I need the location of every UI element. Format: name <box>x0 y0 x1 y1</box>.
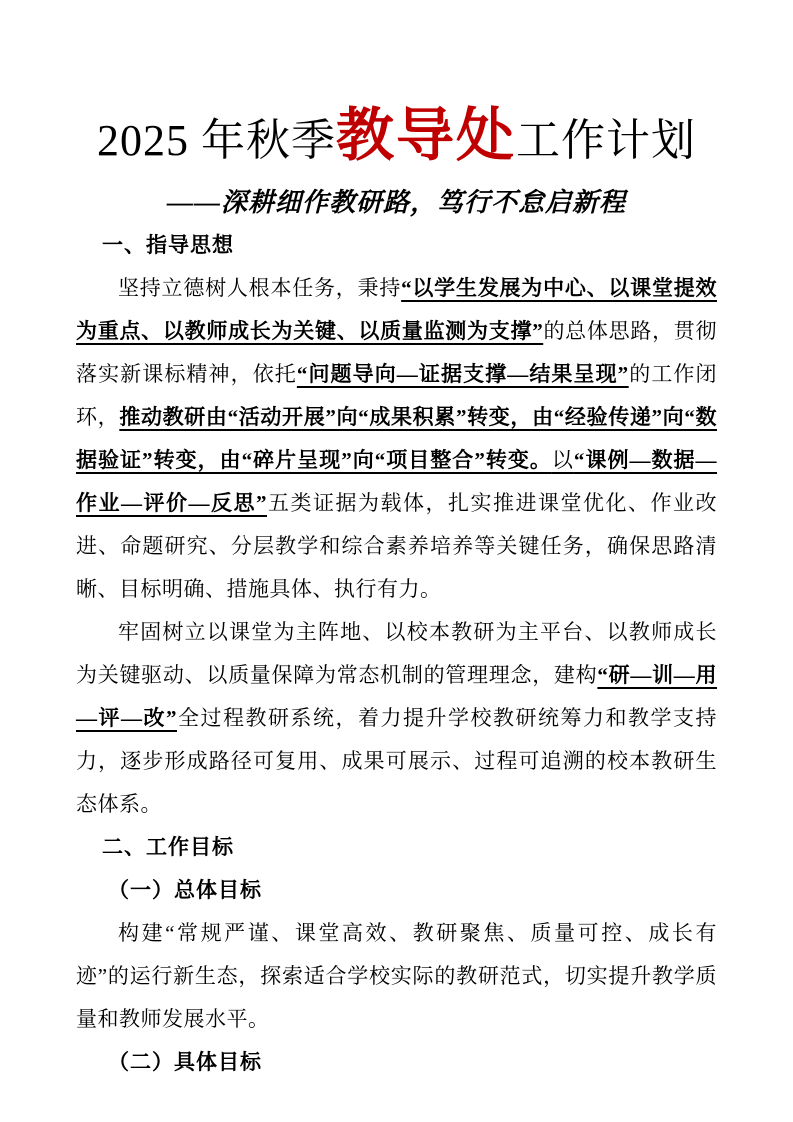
text-run: 牢固树立以课堂为主阵地、以校本教研为主平台、以教师成长为关键驱动、以质量保障为常态机制的管理理念，建构 <box>76 620 717 687</box>
body-paragraph <box>76 611 717 826</box>
text-run: 五类证据为载体，扎实推进课堂优化、作业改进、命题研究、分层教学和综合素养培养等关键任务，确保思路清晰、目标明确、措施具体、执行有力。 <box>76 491 717 601</box>
body-paragraph <box>76 912 717 1041</box>
subsection-heading: （一）总体目标 <box>108 879 262 902</box>
emphasized-text-run: “问题导向—证据支撑—结果呈现” <box>296 362 629 386</box>
title-highlight: 教导处 <box>335 103 516 168</box>
document-subtitle: ——深耕细作教研路，笃行不怠启新程 <box>166 188 626 217</box>
document-body <box>76 224 717 1084</box>
text-run: 坚持立德树人根本任务，秉持 <box>118 276 402 300</box>
emphasized-text-run: “以学生发展为中心、以课堂提效为重点、以教师成长为关键、以质量监测为支撑” <box>76 276 718 343</box>
subsection-heading: （二）具体目标 <box>108 1051 262 1074</box>
emphasized-text-run: 推动教研由“活动开展”向“成果积累”转变，由“经验传递”向“数据验证”转变，由“碎片呈现”向“项目整合”转变。 <box>76 405 717 472</box>
emphasized-text-run: “课例—数据—作业—评价—反思” <box>76 448 718 515</box>
section-heading: 二、工作目标 <box>102 836 234 859</box>
body-paragraph <box>76 267 717 611</box>
text-run: 的总体思路，贯彻落实新课标精神，依托 <box>76 319 718 386</box>
text-run: 构建“常规严谨、课堂高效、教研聚焦、质量可控、成长有迹”的运行新生态，探索适合学校实际的教研范式，切实提升教学质量和教师发展水平。 <box>76 921 717 1031</box>
text-run: 全过程教研系统，着力提升学校教研统筹力和教学支持力，逐步形成路径可复用、成果可展示、过程可追溯的校本教研生态体系。 <box>76 706 717 816</box>
title-prefix: 2025 年秋季 <box>96 116 336 165</box>
section-heading: 一、指导思想 <box>102 234 234 257</box>
text-run: 的工作闭环， <box>76 362 718 429</box>
emphasized-text-run: “研—训—用—评—改” <box>76 663 718 730</box>
title-suffix: 工作计划 <box>516 116 696 165</box>
document-title <box>76 96 717 181</box>
emphasized-text-run: 以 <box>551 448 574 472</box>
